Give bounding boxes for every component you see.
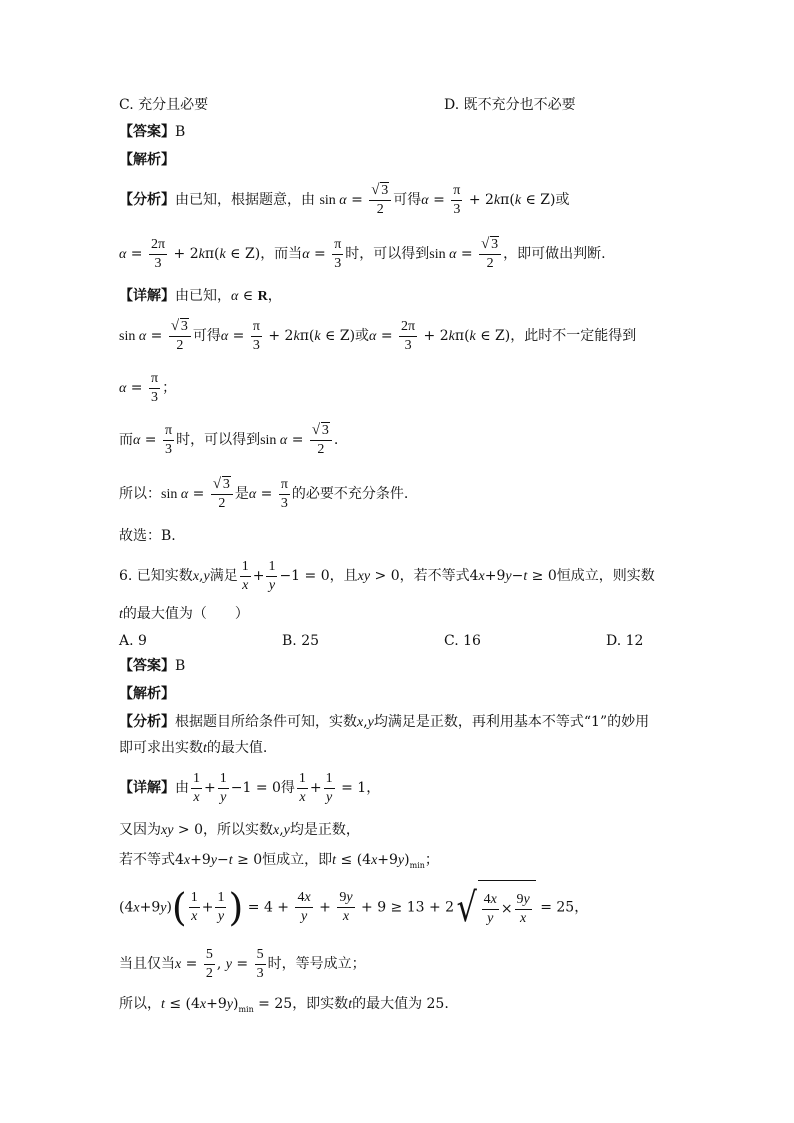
option-a: A. 9 <box>119 633 147 649</box>
text: 或 <box>555 192 570 208</box>
text: ，即可做出判断. <box>503 246 606 262</box>
xiangjie-2-line-5: 当且仅当x = $\frac{5}{2}$ , y = $\frac{5}{3}$ 时，等号成立； <box>119 946 366 981</box>
text: 恒成立，即 <box>262 852 333 868</box>
option-c-q6: C. 16 <box>444 633 481 649</box>
text: 时，可以得到 <box>345 246 430 262</box>
text: 当且仅当 <box>119 956 175 972</box>
text: ，此时不一定能得到 <box>510 328 637 344</box>
text: 而 <box>119 432 133 448</box>
xiangjie-tag: 【详解】 <box>119 288 175 304</box>
text: ，即实数 <box>292 996 349 1012</box>
xiangjie-2-line-4: (4x+9y)( $\frac{1}{x}$ + $\frac{1}{y}$ ) = 4 + $\frac{4x}{y}$ + $\frac{9y}{x}$ + 9 ≥ 13 + 2 √ $\frac{4x}{y}$ × $\frac{9y}{x}$ = 25， <box>119 880 588 935</box>
xiangjie-line-3: α = $\frac{\pi}{3}$ ； <box>119 370 177 405</box>
text: 可得 <box>192 328 221 344</box>
answer-value: B <box>175 124 186 140</box>
answer-line-2 <box>119 656 185 676</box>
answer-value: B <box>175 658 186 674</box>
fenxi-line-4: 即可求出实数t的最大值. <box>119 740 268 756</box>
text: 的最大值为（ ） <box>122 606 249 622</box>
xiangjie-tag: 【详解】 <box>119 780 175 796</box>
fenxi-line-3: 【分析】根据题目所给条件可知，实数x,y均满足是正数，再利用基本不等式“1”的妙用 <box>119 714 650 730</box>
xiangjie-2-line-2: 又因为xy > 0，所以实数x,y均是正数， <box>119 822 360 838</box>
text: 由 <box>175 780 189 796</box>
text: 恒成立，则实数 <box>556 568 655 584</box>
option-d: D. 既不充分也不必要 <box>444 97 576 113</box>
text: ，且 <box>329 568 358 584</box>
xiangjie-2-line-6: 所以，$t \le (4x+9y)_{min} = 25$，即实数t的最大值为 25. <box>119 996 449 1014</box>
text: 可得 <box>393 192 422 208</box>
answer-line-1 <box>119 122 185 142</box>
text: ，若不等式 <box>399 568 470 584</box>
option-b: B. 25 <box>282 633 320 649</box>
xiangjie-line-1: 【详解】由已知，α ∈ R， <box>119 288 282 304</box>
text: ， <box>366 780 381 796</box>
text: 的最大值为 25. <box>352 996 449 1012</box>
text: 所以： <box>119 486 161 502</box>
text: ，所以实数 <box>202 822 273 838</box>
option-d-q6: D. 12 <box>606 633 644 649</box>
text: 又因为 <box>119 822 161 838</box>
text: 6. 已知实数 <box>119 568 193 584</box>
text: ，而当 <box>260 246 303 262</box>
xiangjie-2-line-3: 若不等式4x+9y−t ≥ 0恒成立，即$t \le (4x+9y)_{min}$； <box>119 852 439 870</box>
text: ； <box>424 852 439 868</box>
answer-tag: 【答案】 <box>119 658 175 674</box>
text: 若不等式 <box>119 852 175 868</box>
text: ； <box>162 380 177 396</box>
fenxi-tag: 【分析】 <box>119 192 175 208</box>
xiangjie-line-6: 故选：B. <box>119 528 176 544</box>
text: ， <box>267 288 282 304</box>
xiangjie-line-2: sin α = √ $\frac{3}{2}$ 可得α = $\frac{\pi}{3}$ + 2kπ(k ∈ Z)或α = $\frac{2\pi}{3}$ + 2kπ(k ∈ Z)，此时不一定能得到 <box>119 314 636 359</box>
question-6-line-2: t的最大值为（ ） <box>119 606 249 622</box>
text: 根据题目所给条件可知，实数 <box>175 714 357 730</box>
fenxi-tag: 【分析】 <box>119 714 175 730</box>
text: 得 <box>280 780 295 796</box>
text: 由已知，根据题意，由 <box>175 192 315 208</box>
text: 是 <box>234 486 249 502</box>
xiangjie-line-5: 所以：sin α = √ $\frac{3}{2}$ 是α = $\frac{\pi}{3}$ 的必要不充分条件. <box>119 472 408 517</box>
text: 即可求出实数 <box>119 740 203 756</box>
text: 时，等号成立； <box>267 956 366 972</box>
text: 由已知， <box>175 288 231 304</box>
text: 所以， <box>119 996 161 1012</box>
text: 的最大值. <box>206 740 268 756</box>
text: 均是正数， <box>289 822 360 838</box>
xiangjie-2-line-1: 【详解】由 $\frac{1}{x}$ + $\frac{1}{y}$ −1 = 0得 $\frac{1}{x}$ + $\frac{1}{y}$ = 1， <box>119 770 381 805</box>
text: 均满足是正数，再利用基本不等式“1”的妙用 <box>373 714 650 730</box>
option-c: C. 充分且必要 <box>119 97 209 113</box>
answer-tag: 【答案】 <box>119 124 175 140</box>
xiangjie-line-4: 而α = $\frac{\pi}{3}$ 时，可以得到sin α = √ $\frac{3}{2}$ . <box>119 418 338 463</box>
text: 的必要不充分条件. <box>291 486 409 502</box>
analysis-tag-1: 【解析】 <box>119 152 175 168</box>
text: 或 <box>355 328 370 344</box>
analysis-tag-2: 【解析】 <box>119 686 175 702</box>
fenxi-line-1: 【分析】由已知，根据题意，由 sin α = √ $\frac{3}{2}$ 可得α = $\frac{\pi}{3}$ + 2kπ(k ∈ Z)或 <box>119 178 569 223</box>
text: 满足 <box>209 568 238 584</box>
fenxi-line-2: α = $\frac{2\pi}{3}$ + 2kπ(k ∈ Z)，而当α = $\frac{\pi}{3}$ 时，可以得到sin α = √ $\frac{3}{2}$ ，即可做出判断. <box>119 232 606 277</box>
question-6-line-1: 6. 已知实数x,y满足 $\frac{1}{x}$ + $\frac{1}{y}$ −1 = 0，且xy > 0，若不等式4x+9y−t ≥ 0恒成立，则实数 <box>119 558 655 593</box>
text: 时，可以得到 <box>176 432 261 448</box>
